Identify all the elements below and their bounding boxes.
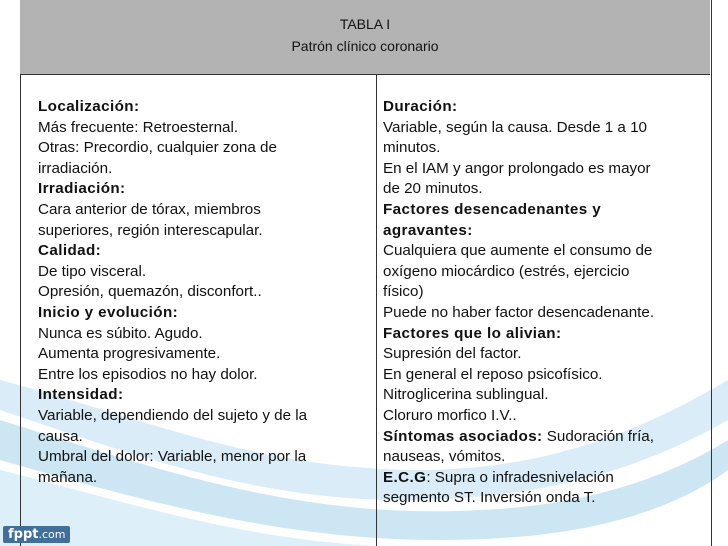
- line-text: De tipo visceral.: [38, 262, 147, 280]
- line-text: segmento ST. Inversión onda T.: [383, 489, 596, 507]
- line-text: En el IAM y angor prolongado es mayor: [383, 159, 651, 177]
- table-line: [38, 97, 368, 118]
- table-line: [38, 427, 368, 448]
- line-text: Variable, dependiendo del sujeto y de la: [38, 406, 308, 424]
- line-text: mañana.: [38, 468, 98, 486]
- line-text: En general el reposo psicofísico.: [383, 365, 603, 383]
- table-line: [383, 221, 713, 242]
- right-column: [383, 97, 713, 509]
- line-text: Cara anterior de tórax, miembros: [38, 200, 261, 218]
- table-subtitle: Patrón clínico coronario: [291, 38, 439, 54]
- line-text: Aumenta progresivamente.: [38, 345, 221, 363]
- table-line: [383, 427, 713, 448]
- table-line: [383, 179, 713, 200]
- fppt-watermark: [3, 526, 70, 543]
- line-label: Intensidad:: [38, 386, 124, 404]
- table-line: [38, 344, 368, 365]
- table-line: [383, 365, 713, 386]
- table-line: [38, 468, 368, 489]
- table-line: [38, 324, 368, 345]
- line-text: superiores, región interescapular.: [38, 221, 263, 239]
- table-header: [20, 0, 710, 75]
- line-text: Opresión, quemazón, disconfort..: [38, 283, 262, 301]
- table-line: [383, 385, 713, 406]
- line-label: Inicio y evolución:: [38, 303, 179, 321]
- table-line: [383, 118, 713, 139]
- table-line: [38, 221, 368, 242]
- line-text: causa.: [38, 427, 83, 445]
- table-line: [383, 262, 713, 283]
- table-title: TABLA I: [339, 16, 391, 32]
- line-label: Factores desencadenantes y: [383, 200, 602, 218]
- line-text: Cualquiera que aumente el consumo de: [383, 242, 653, 260]
- watermark-suffix: .com: [38, 528, 66, 541]
- watermark-brand: fppt: [8, 527, 39, 542]
- table-line: [38, 241, 368, 262]
- line-text: Umbral del dolor: Variable, menor por la: [38, 448, 307, 466]
- line-text: Más frecuente: Retroesternal.: [38, 118, 239, 136]
- left-column: [38, 97, 368, 488]
- line-text: irradiación.: [38, 159, 113, 177]
- table-line: [383, 488, 713, 509]
- line-text: Entre los episodios no hay dolor.: [38, 365, 258, 383]
- line-text: minutos.: [383, 139, 441, 157]
- table-line: [383, 200, 713, 221]
- line-label: Duración:: [383, 98, 458, 115]
- line-text: físico): [383, 283, 424, 301]
- table-line: [383, 468, 713, 489]
- table-line: [383, 344, 713, 365]
- line-text: de 20 minutos.: [383, 180, 483, 198]
- line-label: E.C.G: [383, 468, 427, 486]
- line-label: agravantes:: [383, 221, 473, 239]
- table-line: [38, 447, 368, 468]
- table-line: [383, 138, 713, 159]
- line-text: Otras: Precordio, cualquier zona de: [38, 139, 277, 157]
- line-text: nauseas, vómitos.: [383, 448, 506, 466]
- line-label: Factores que lo alivian:: [383, 324, 562, 342]
- line-text: Nitroglicerina sublingual.: [383, 386, 549, 404]
- table-line: [38, 200, 368, 221]
- table-line: [38, 282, 368, 303]
- table-line: [38, 138, 368, 159]
- line-text: Nunca es súbito. Agudo.: [38, 324, 203, 342]
- table-line: [38, 385, 368, 406]
- table-line: [383, 241, 713, 262]
- line-label: Síntomas asociados:: [383, 427, 543, 445]
- table-line: [38, 406, 368, 427]
- table-line: [38, 179, 368, 200]
- line-text: Variable, según la causa. Desde 1 a 10: [383, 118, 647, 136]
- line-label: Calidad:: [38, 242, 102, 260]
- table-line: [383, 303, 713, 324]
- table-line: [38, 118, 368, 139]
- table-line: [38, 159, 368, 180]
- table-line: [383, 97, 713, 118]
- line-label: Irradiación:: [38, 180, 126, 198]
- table-line: [383, 282, 713, 303]
- table-line: [38, 262, 368, 283]
- line-text: Cloruro morfico I.V..: [383, 406, 517, 424]
- line-label: Localización:: [38, 98, 140, 115]
- table-line: [38, 365, 368, 386]
- table-line: [383, 406, 713, 427]
- column-divider: [376, 74, 377, 546]
- table-line: [383, 159, 713, 180]
- line-text: oxígeno miocárdico (estrés, ejercicio: [383, 262, 630, 280]
- table-line: [383, 447, 713, 468]
- line-text: Puede no haber factor desencadenante.: [383, 303, 655, 321]
- line-text: Sudoración fría,: [542, 427, 654, 445]
- line-text: Supresión del factor.: [383, 345, 522, 363]
- line-text: : Supra o infradesnivelación: [426, 468, 614, 486]
- table-line: [38, 303, 368, 324]
- table-line: [383, 324, 713, 345]
